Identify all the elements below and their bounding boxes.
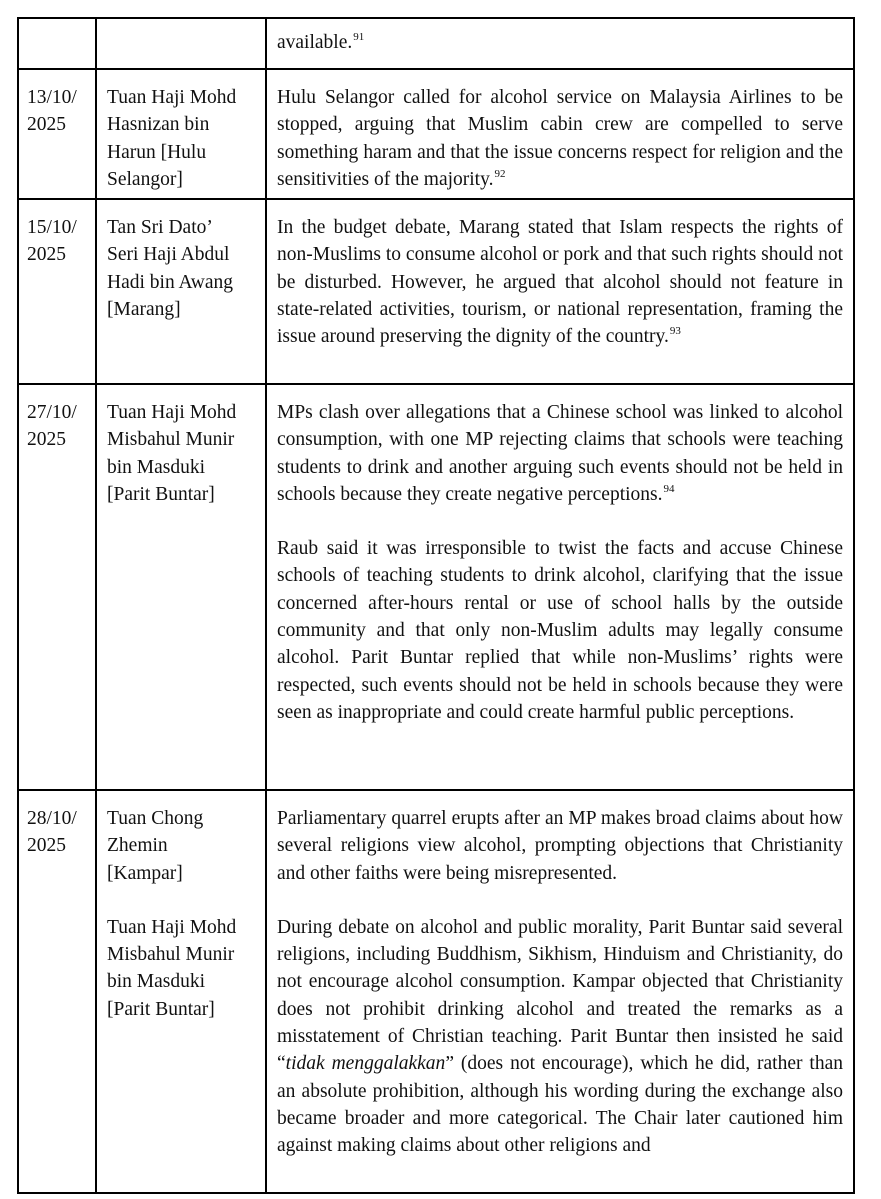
summary-paragraph: During debate on alcohol and public morality, Parit Buntar said several religions, including Buddhism, Sikhism, Hinduism and Christianity, do not encourage alcohol consumption. Kampar objected that Christianity does not prohibit drinking alcohol and treated the remarks as a misstatement of Christian teaching. Parit Buntar then insisted he said “tidak menggalakkan” (does not encourage), which he did, rather than an absolute prohibition, although his wording during the exchange also became broader and more categorical. The Chair later cautioned him against making claims about other religions and: [277, 916, 843, 1157]
date-line: 28/10/: [27, 808, 77, 829]
date-cell: [18, 69, 96, 199]
date-line: 2025: [27, 114, 66, 136]
summary-cell: [266, 69, 854, 199]
table-row: [18, 384, 854, 790]
summary-paragraph: Parliamentary quarrel erupts after an MP makes broad claims about how several religions view alcohol, prompting objections that Christianity and other faiths were being misrepresented.: [277, 808, 843, 884]
date-cell: [18, 384, 96, 790]
member-line: Misbahul Munir: [107, 944, 235, 966]
member-line: Seri Haji Abdul: [107, 244, 230, 266]
table-row: [18, 69, 854, 199]
member-line: Tan Sri Dato’: [107, 217, 213, 238]
member-cell: [96, 199, 266, 384]
footnote-ref[interactable]: 91: [353, 31, 365, 43]
summary-paragraph: available.$^{91}$: [277, 31, 365, 53]
alcohol-debate-table: [17, 17, 855, 1194]
member-line: [Parit Buntar]: [107, 483, 215, 505]
member-cell: [96, 18, 266, 69]
date-line: 27/10/: [27, 402, 77, 423]
member-line: Tuan Haji Mohd: [107, 402, 237, 423]
member-line: Selangor]: [107, 168, 183, 190]
member-line: [Parit Buntar]: [107, 998, 215, 1020]
member-cell: [96, 69, 266, 199]
date-cell: [18, 790, 96, 1193]
date-line: 15/10/: [27, 217, 77, 238]
summary-paragraph: In the budget debate, Marang stated that Islam respects the rights of non-Muslims to consume alcohol or pork and that such rights should not be disturbed. However, he argued that alcohol should not feature in state-related activities, tourism, or national representation, framing the issue around preserving the dignity of the country.$^{93}$: [277, 217, 843, 348]
summary-cell: [266, 18, 854, 69]
second-member-group: [107, 914, 261, 1023]
summary-cell: [266, 790, 854, 1193]
member-line: Tuan Chong: [107, 808, 204, 829]
member-line: [Marang]: [107, 298, 181, 320]
member-line: Tuan Haji Mohd: [107, 916, 237, 938]
table-row: [18, 18, 854, 69]
footnote-ref[interactable]: 92: [494, 167, 506, 180]
member-line: Misbahul Munir: [107, 429, 235, 451]
date-line: 2025: [27, 244, 66, 266]
member-line: bin Masduki: [107, 456, 206, 478]
footnote-ref[interactable]: 93: [669, 325, 681, 338]
member-line: Tuan Haji Mohd: [107, 87, 237, 108]
member-line: [Kampar]: [107, 862, 183, 884]
summary-cell: [266, 384, 854, 790]
date-line: 13/10/: [27, 87, 77, 108]
quoted-term: tidak menggalakkan: [285, 1053, 446, 1075]
member-line: Hadi bin Awang: [107, 271, 234, 293]
summary-cell: [266, 199, 854, 384]
member-line: bin Masduki: [107, 971, 206, 993]
table-row: [18, 199, 854, 384]
member-line: Harun [Hulu: [107, 141, 207, 163]
date-line: 2025: [27, 835, 66, 857]
date-line: 2025: [27, 429, 66, 451]
member-cell: [96, 384, 266, 790]
table-row: [18, 790, 854, 1193]
member-line: Zhemin: [107, 835, 168, 857]
date-cell: [18, 18, 96, 69]
member-cell: [96, 790, 266, 1193]
summary-paragraph: MPs clash over allegations that a Chinese school was linked to alcohol consumption, with one MP rejecting claims that schools were teaching students to drink and another arguing such events should not be held in schools because they create negative perceptions.$^{94}$: [277, 402, 843, 505]
member-line: Hasnizan bin: [107, 114, 210, 136]
summary-paragraph: Raub said it was irresponsible to twist the facts and accuse Chinese schools of teaching students to drink alcohol, clarifying that the issue concerned after-hours rental or use of school halls by the outside community and that only non-Muslim adults may legally consume alcohol. Parit Buntar replied that while non-Muslims’ rights were respected, such events should not be held in schools because they were seen as inappropriate and could create harmful public perceptions.: [277, 538, 843, 723]
summary-paragraph: Hulu Selangor called for alcohol service on Malaysia Airlines to be stopped, arguing that Muslim cabin crew are compelled to serve something haram and that the issue concerns respect for religion and the sensitivities of the majority.$^{92}$: [277, 87, 843, 190]
date-cell: [18, 199, 96, 384]
footnote-ref[interactable]: 94: [663, 482, 675, 495]
